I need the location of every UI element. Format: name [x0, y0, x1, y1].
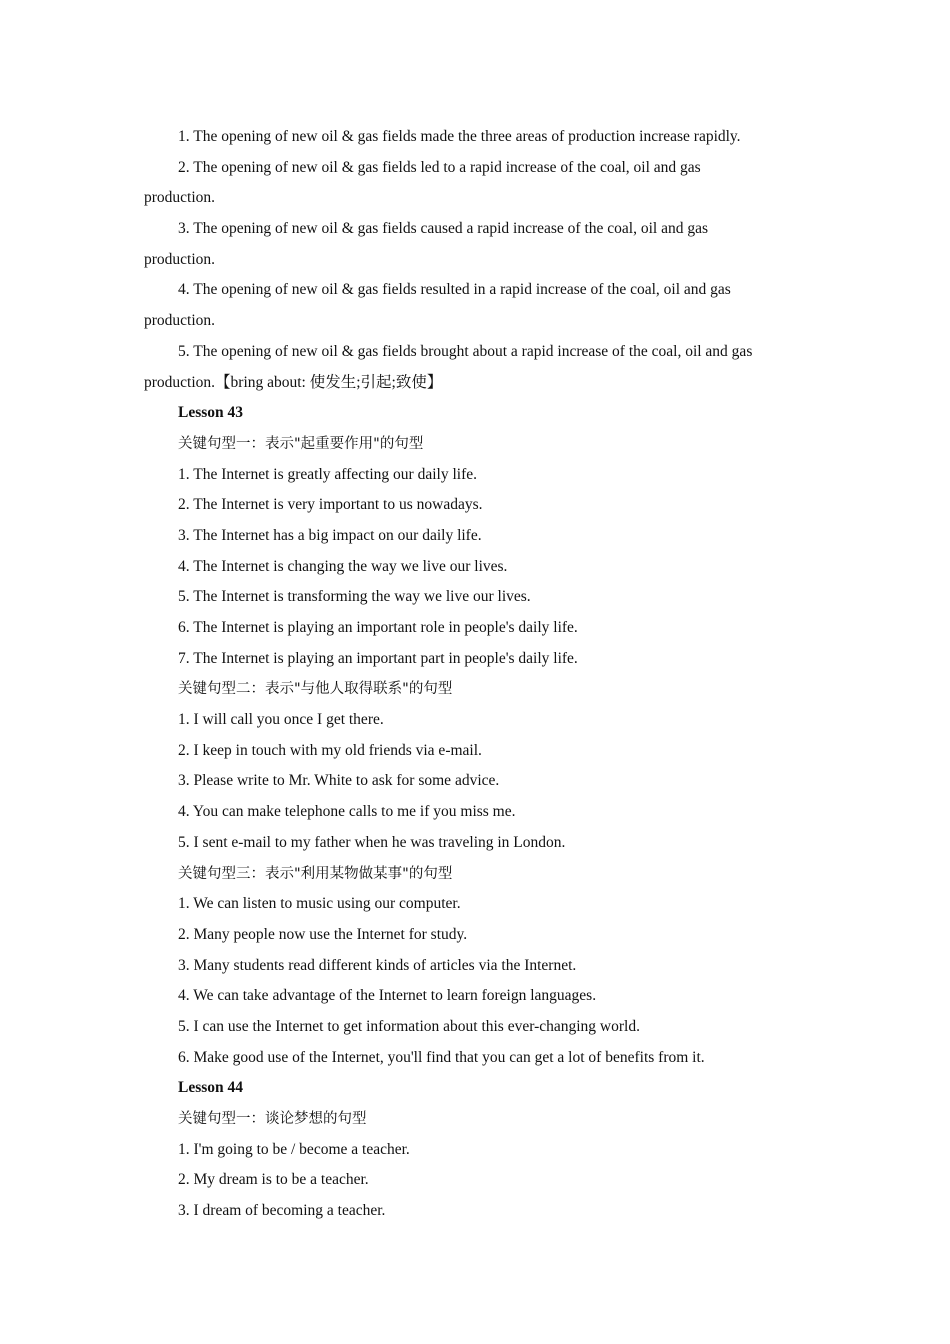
list-item: 1. I will call you once I get there.	[178, 711, 384, 729]
list-item: 2. Many people now use the Internet for study.	[178, 925, 468, 943]
list-item: 2. I keep in touch with my old friends via e-mail.	[178, 741, 482, 759]
list-item: 1. I'm going to be / become a teacher.	[178, 1140, 410, 1158]
list-item: 3. The Internet has a big impact on our daily life.	[178, 526, 482, 544]
document-page	[0, 122, 950, 1227]
list-item: 4. The Internet is changing the way we live our lives.	[178, 557, 508, 575]
lesson43-pattern1-title: 关键句型一：表示"起重要作用"的句型	[178, 435, 424, 452]
list-item: 5. I sent e-mail to my father when he was traveling in London.	[178, 833, 566, 851]
intro-line-3-cont: production.	[144, 250, 216, 268]
list-item: 4. You can make telephone calls to me if you miss me.	[178, 803, 516, 821]
list-item: 3. Please write to Mr. White to ask for some advice.	[178, 772, 500, 790]
intro-line-2: 2. The opening of new oil & gas fields led to a rapid increase of the coal, oil and gas	[178, 158, 701, 176]
intro-line-4-cont: production.	[144, 312, 216, 330]
list-item: 1. We can listen to music using our computer.	[178, 895, 461, 913]
list-item: 2. My dream is to be a teacher.	[178, 1171, 369, 1189]
lesson43-pattern2-title: 关键句型二：表示"与他人取得联系"的句型	[178, 681, 453, 698]
list-item: 6. Make good use of the Internet, you'll find that you can get a lot of benefits from it.	[178, 1048, 705, 1066]
list-item: 3. Many students read different kinds of articles via the Internet.	[178, 956, 577, 974]
intro-line-1: 1. The opening of new oil & gas fields made the three areas of production increase rapidly.	[178, 128, 741, 145]
list-item: 5. The Internet is transforming the way we live our lives.	[178, 588, 531, 606]
list-item: 2. The Internet is very important to us nowadays.	[178, 496, 483, 514]
list-item: 4. We can take advantage of the Internet to learn foreign languages.	[178, 987, 597, 1005]
intro-line-2-cont: production.	[144, 189, 216, 207]
intro-line-3: 3. The opening of new oil & gas fields caused a rapid increase of the coal, oil and gas	[178, 220, 708, 238]
list-item: 3. I dream of becoming a teacher.	[178, 1202, 386, 1220]
list-item: 7. The Internet is playing an important part in people's daily life.	[178, 649, 578, 667]
intro-line-5: 5. The opening of new oil & gas fields brought about a rapid increase of the coal, oil and gas	[178, 342, 753, 360]
intro-line-5-cont: production.【bring about: 使发生;引起;致使】	[144, 373, 443, 391]
lesson43-title: Lesson 43	[178, 404, 244, 422]
lesson43-pattern3-title: 关键句型三：表示"利用某物做某事"的句型	[178, 865, 453, 882]
intro-line-4: 4. The opening of new oil & gas fields resulted in a rapid increase of the coal, oil and gas	[178, 281, 731, 299]
lesson44-pattern1-title: 关键句型一：谈论梦想的句型	[178, 1111, 367, 1127]
list-item: 1. The Internet is greatly affecting our daily life.	[178, 465, 477, 483]
list-item: 6. The Internet is playing an important role in people's daily life.	[178, 619, 578, 636]
list-item: 5. I can use the Internet to get information about this ever-changing world.	[178, 1017, 640, 1035]
lesson44-title: Lesson 44	[178, 1079, 244, 1097]
